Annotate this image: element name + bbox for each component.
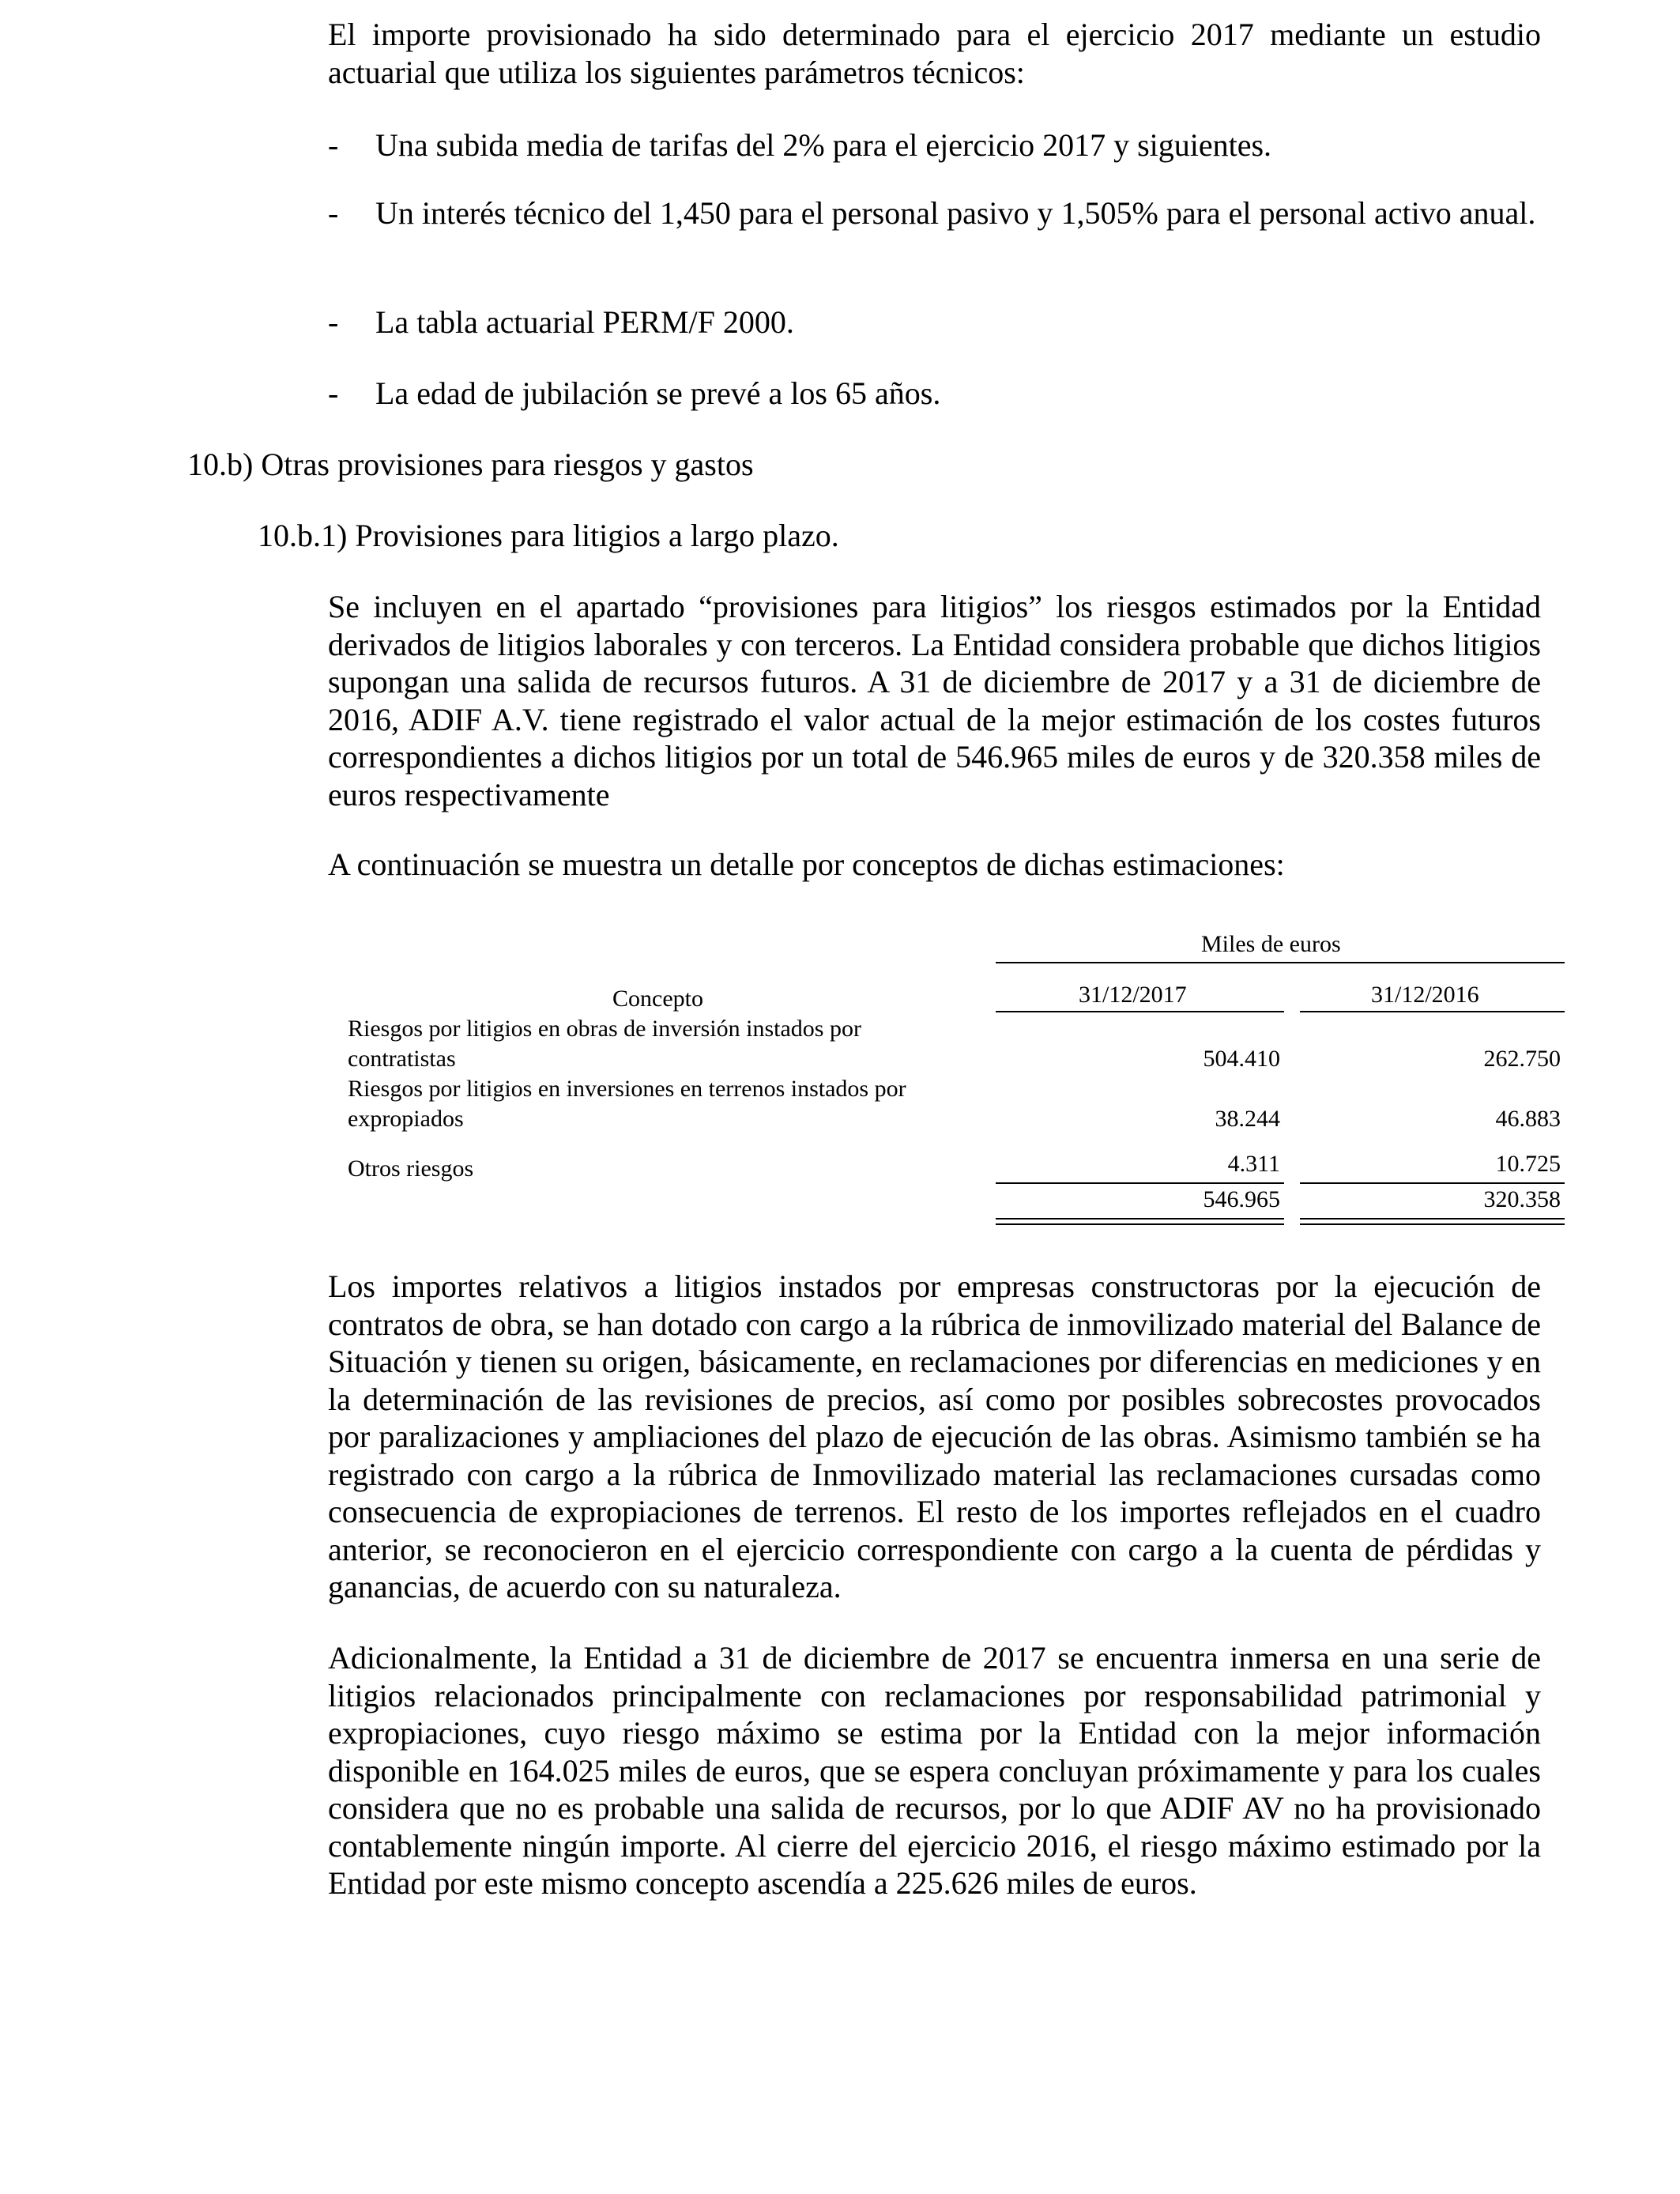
- table-cell-2017: 4.311: [1227, 1151, 1280, 1177]
- bullet-marker: -: [328, 304, 339, 340]
- table-group-header: Miles de euros: [1201, 931, 1341, 957]
- bullet-item: [328, 303, 1541, 341]
- litigios-paragraph: Se incluyen en el apartado “provisiones para litigios” los riesgos estimados por la Entidad derivados de litigios laborales y con terceros. La Entidad considera probable que dichos litigios supongan una salida de recursos futuros. A 31 de diciembre de 2017 y a 31 de diciembre de 2016, ADIF A.V. tiene registrado el valor actual de la mejor estimación de los costes futuros correspondientes a dichos litigios por un total de 546.965 miles de euros y de 320.358 miles de euros respectivamente: [328, 589, 1541, 812]
- bullet-item: [328, 194, 1541, 232]
- table-row-label: Riesgos por litigios en obras de inversión instados por: [348, 1016, 861, 1042]
- table-total-rule: [1300, 1223, 1565, 1225]
- bullet-text: La edad de jubilación se prevé a los 65 años.: [375, 375, 941, 411]
- bullet-marker: -: [328, 127, 339, 163]
- bullet-item: [328, 126, 1541, 164]
- table-total-rule: [996, 1223, 1284, 1225]
- intro-paragraph: El importe provisionado ha sido determinado para el ejercicio 2017 mediante un estudio actuarial que utiliza los siguientes parámetros técnicos:: [328, 17, 1541, 90]
- bullet-text: Un interés técnico del 1,450 para el personal pasivo y 1,505% para el personal activo anual.: [375, 195, 1536, 231]
- table-total-rule: [1300, 1218, 1565, 1220]
- table-cell-2017: 38.244: [1215, 1106, 1280, 1132]
- table-col-2016-header: 31/12/2016: [1371, 982, 1479, 1008]
- table-cell-2017: 504.410: [1203, 1046, 1280, 1072]
- bullet-marker: -: [328, 195, 339, 231]
- importes-paragraph: Los importes relativos a litigios instados por empresas constructoras por la ejecución de contratos de obra, se han dotado con cargo a la rúbrica de inmovilizado material del Balance de Situación y tienen su origen, básicamente, en reclamaciones por diferencias en mediciones y en la determinación de las revisiones de precios, así como por posibles sobrecostes provocados por paralizaciones y ampliaciones del plazo de ejecución de las obras. Asimismo también se ha registrado con cargo a la rúbrica de Inmovilizado material las reclamaciones cursadas como consecuencia de expropiaciones de terrenos. El resto de los importes reflejados en el cuadro anterior, se reconocieron en el ejercicio correspondiente con cargo a la cuenta de pérdidas y ganancias, de acuerdo con su naturaleza.: [328, 1269, 1541, 1604]
- table-col-rule: [1300, 1011, 1565, 1012]
- bullet-item: [328, 375, 1541, 413]
- table-row-label: Riesgos por litigios en inversiones en terrenos instados por: [348, 1076, 906, 1102]
- table-col-rule: [996, 1011, 1284, 1012]
- detalle-paragraph: A continuación se muestra un detalle por conceptos de dichas estimaciones:: [328, 846, 1285, 882]
- bullet-marker: -: [328, 375, 339, 411]
- table-row-label: contratistas: [348, 1046, 456, 1072]
- table-row-label: expropiados: [348, 1106, 464, 1132]
- adicionalmente-paragraph: Adicionalmente, la Entidad a 31 de diciembre de 2017 se encuentra inmersa en una serie de litigios relacionados principalmente con reclamaciones por responsabilidad patrimonial y expropiaciones, cuyo riesgo máximo se estima por la Entidad con la mejor información disponible en 164.025 miles de euros, que se espera concluyan próximamente y para los cuales considera que no es probable una salida de recursos, por lo que ADIF AV no ha provisionado contablemente ningún importe. Al cierre del ejercicio 2016, el riesgo máximo estimado por la Entidad por este mismo concepto ascendía a 225.626 miles de euros.: [328, 1640, 1541, 1901]
- table-total-2017: 546.965: [1203, 1186, 1280, 1212]
- table-row-label: Otros riesgos: [348, 1155, 474, 1182]
- bullet-text: La tabla actuarial PERM/F 2000.: [375, 304, 794, 340]
- table-cell-2016: 46.883: [1495, 1106, 1561, 1132]
- table-concept-header: Concepto: [612, 986, 703, 1012]
- table-header-rule: [996, 962, 1565, 963]
- table-total-2016: 320.358: [1483, 1186, 1561, 1212]
- bullet-text: Una subida media de tarifas del 2% para el ejercicio 2017 y siguientes.: [375, 127, 1272, 163]
- table-subtotal-rule: [996, 1182, 1284, 1184]
- table-total-rule: [996, 1218, 1284, 1220]
- table-col-2017-header: 31/12/2017: [1079, 982, 1187, 1008]
- table-subtotal-rule: [1300, 1182, 1565, 1184]
- table-cell-2016: 262.750: [1483, 1046, 1561, 1072]
- table-cell-2016: 10.725: [1495, 1151, 1561, 1177]
- section-heading: 10.b) Otras provisiones para riesgos y gastos: [187, 447, 754, 482]
- subsection-heading: 10.b.1) Provisiones para litigios a largo plazo.: [258, 518, 839, 553]
